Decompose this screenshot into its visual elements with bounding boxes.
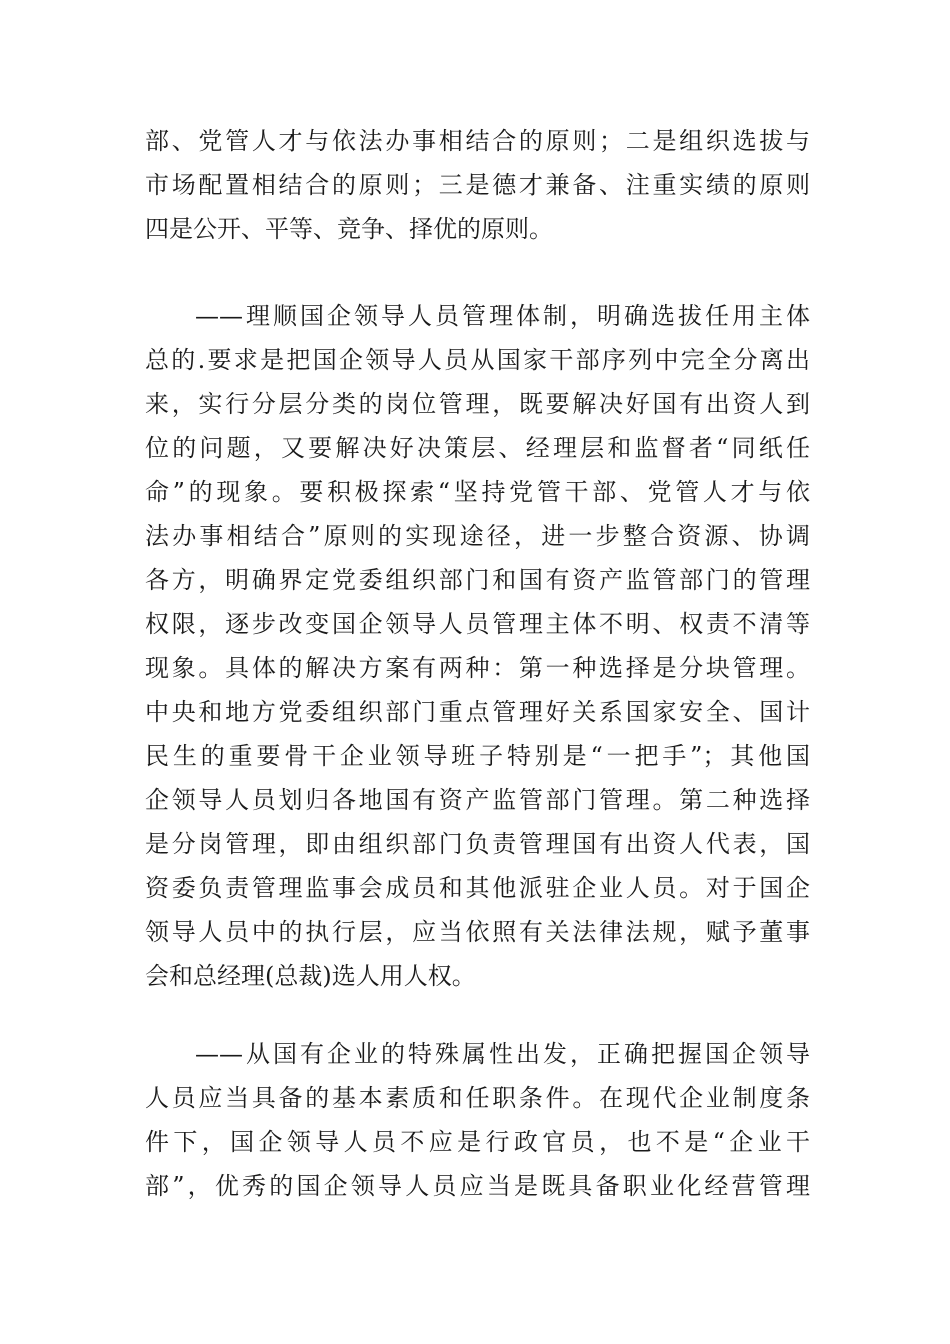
paragraph-principles [145,119,810,251]
text-line: 民生的重要骨干企业领导班子特别是“一把手”；其他国 [145,742,810,770]
text-line: 是分岗管理，即由组织部门负责管理国有出资人代表，国 [145,830,810,858]
text-line: 人员应当具备的基本素质和任职条件。在现代企业制度条 [145,1084,810,1112]
text-line: 权限，逐步改变国企领导人员管理主体不明、权责不清等 [145,610,810,638]
text-line: 部、党管人才与依法办事相结合的原则；二是组织选拔与 [145,127,810,155]
text-line: 会和总经理(总裁)选人用人权。 [145,962,476,990]
paragraph-qualifications [145,1032,810,1208]
text-line: 四是公开、平等、竞争、择优的原则。 [145,215,553,243]
text-line: 各方，明确界定党委组织部门和国有资产监管部门的管理 [145,566,810,594]
text-line: 命”的现象。要积极探索“坚持党管干部、党管人才与依 [145,478,810,506]
text-line: 来，实行分层分类的岗位管理，既要解决好国有出资人到 [145,390,810,418]
text-line: 总的.要求是把国企领导人员从国家干部序列中完全分离出 [145,346,810,374]
text-line: 件下，国企领导人员不应是行政官员，也不是“企业干 [145,1128,810,1156]
text-line: 企领导人员划归各地国有资产监管部门管理。第二种选择 [145,786,810,814]
text-line: 资委负责管理监事会成员和其他派驻企业人员。对于国企 [145,874,810,902]
paragraph-management-system [145,294,810,998]
text-line: 中央和地方党委组织部门重点管理好关系国家安全、国计 [145,698,810,726]
text-line: 部”，优秀的国企领导人员应当是既具备职业化经营管理 [145,1172,810,1200]
text-line: 领导人员中的执行层，应当依照有关法律法规，赋予董事 [145,918,810,946]
text-line: ——理顺国企领导人员管理体制，明确选拔任用主体 [195,302,810,330]
text-line: ——从国有企业的特殊属性出发，正确把握国企领导 [195,1040,810,1068]
text-line: 市场配置相结合的原则；三是德才兼备、注重实绩的原则 [145,171,810,199]
text-line: 位的问题，又要解决好决策层、经理层和监督者“同纸任 [145,434,810,462]
text-line: 现象。具体的解决方案有两种：第一种选择是分块管理。 [145,654,810,682]
text-line: 法办事相结合”原则的实现途径，进一步整合资源、协调 [145,522,810,550]
